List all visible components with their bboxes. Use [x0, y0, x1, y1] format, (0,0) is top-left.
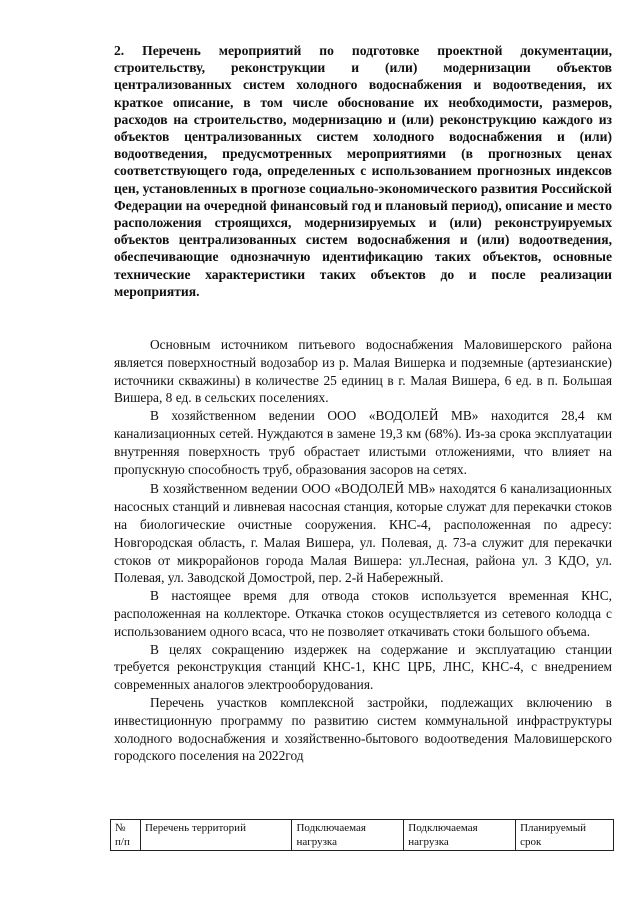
paragraph-development-list: Перечень участков комплексной застройки, подлежащих включению в инвестиционную программу по развитию систем коммунальной инфраструктуры холодного водоснабжения и хозяйственно-бытового водоотведения Маловишерского городского поселения на 2022год — [114, 694, 612, 764]
paragraph-water-source: Основным источником питьевого водоснабжения Маловишерского района является поверхностный водозабор из р. Малая Вишерка и подземные (артезианские) источники скважины) в количестве 25 единиц в г. Малая Вишера, 6 ед. в п. Большая Вишера, 8 ед. в сельских поселениях. — [114, 337, 612, 406]
table-header-cell-load-1: Подключаемая нагрузка — [292, 820, 404, 851]
paragraph-pumping-stations: В хозяйственном ведении ООО «ВОДОЛЕЙ МВ» находятся 6 канализационных насосных станций и ливневая насосная станция, которые служат для перекачки стоков на биологические очистные сооружения. КНС-4, расположенная по адресу: Новгородская область, г. Малая Вишера, ул. Полевая, д. 73-а служит для перекачки стоков от микрорайонов города Малая Вишера: ул.Лесная, района ул. 3 КДО, ул. Полевая, ул. Заводской Домострой, пер. 2-й Набережный. — [114, 481, 612, 586]
table-header-cell-territories: Перечень территорий — [140, 820, 292, 851]
paragraph-sewer-networks: В хозяйственном ведении ООО «ВОДОЛЕЙ МВ» находится 28,4 км канализационных сетей. Нуждаются в замене 19,3 км (68%). Из-за срока эксплуатации внутренняя поверхность труб обрастает илистыми отложениями, что влияет на пропускную способность труб, образования засоров на сетях. — [114, 408, 612, 477]
body-text — [114, 336, 612, 765]
table-header-cell-load-2: Подключаемая нагрузка — [404, 820, 516, 851]
table-header-cell-deadline: Планируемый срок — [516, 820, 614, 851]
territories-table — [110, 819, 614, 851]
paragraph-temporary-kns: В настоящее время для отвода стоков используется временная КНС, расположенная на коллекторе. Откачка стоков осуществляется из сетевого колодца с использованием одного всаса, что не позволяет откачивать стоки большого объема. — [114, 588, 612, 639]
paragraph-reconstruction: В целях сокращению издержек на содержание и эксплуатацию станции требуется реконструкция станций КНС-1, КНС ЦРБ, ЛНС, КНС-4, с внедрением современных аналогов электрооборудования. — [114, 641, 612, 693]
table-header-row — [111, 820, 614, 851]
section-heading: 2. Перечень мероприятий по подготовке проектной документации, строительству, реконструкции и (или) модернизации объектов централизованных систем холодного водоснабжения и водоотведения, их краткое описание, в том числе обоснование их необходимости, размеров, расходов на строительство, модернизацию и (или) реконструкцию каждого из объектов централизованных систем холодного водоснабжения и (или) водоотведения, предусмотренных мероприятиями (в прогнозных ценах соответствующего года, определенных с использованием прогнозных индексов цен, установленных в прогнозе социально-экономического развития Российской Федерации на очередной финансовый год и плановый период), описание и место расположения строящихся, модернизируемых и (или) реконструируемых объектов централизованных систем водоснабжения и (или) водоотведения, обеспечивающие однозначную идентификацию таких объектов, основные технические характеристики таких объектов до и после реализации мероприятия. — [114, 43, 612, 299]
table-header-cell-number: № п/п — [111, 820, 141, 851]
